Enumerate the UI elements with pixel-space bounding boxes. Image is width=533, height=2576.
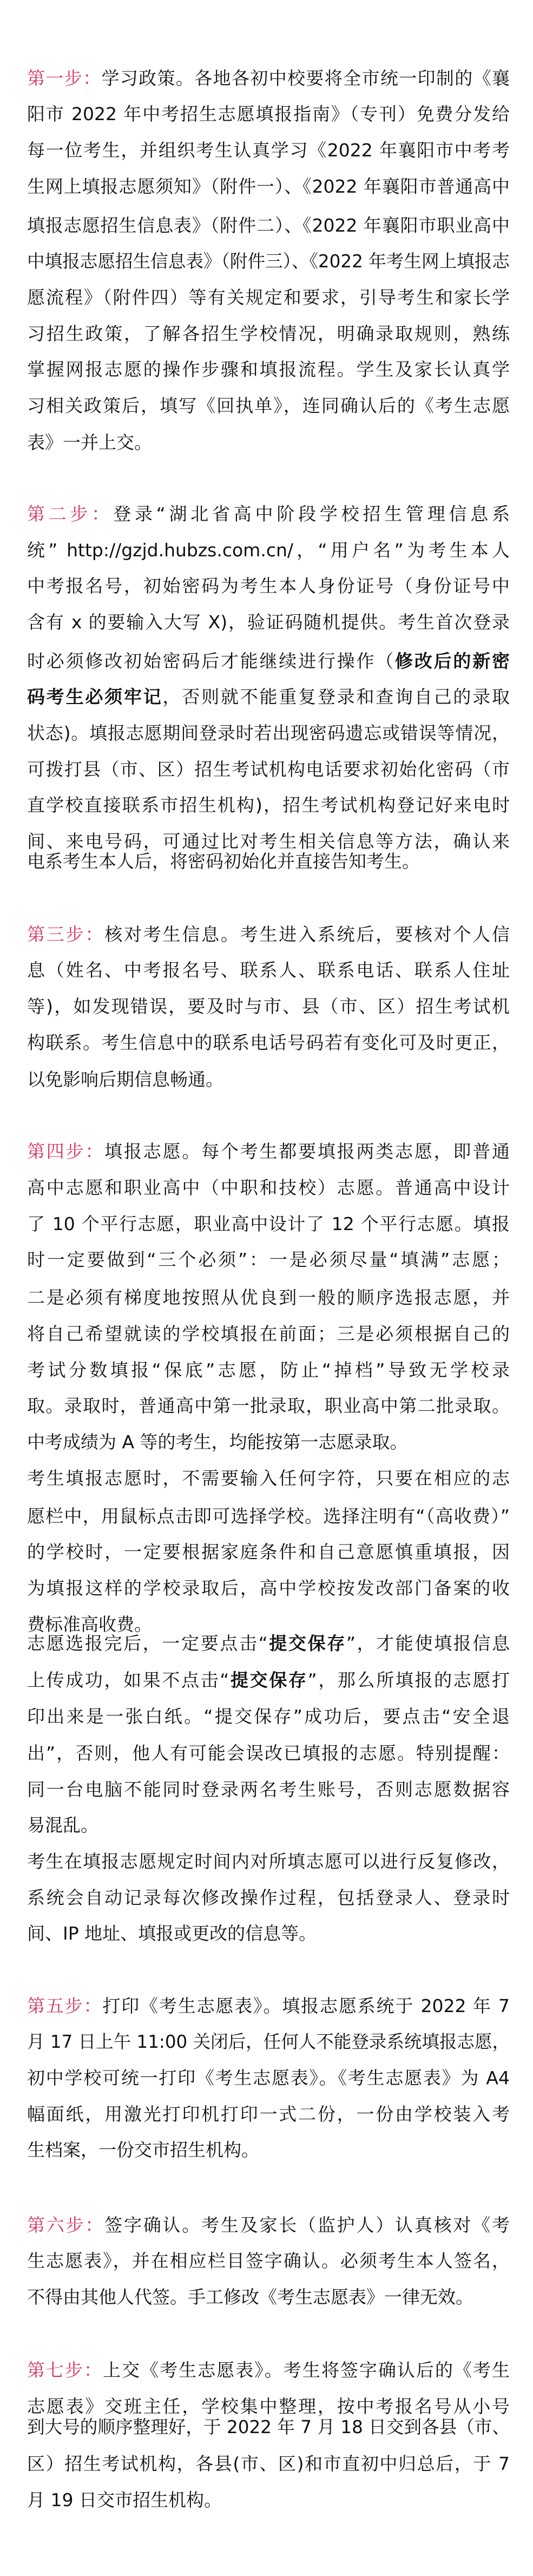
body-text: 不得由其他人代签。手工修改《考生志愿表》一律无效。 (27, 2286, 473, 2308)
body-text: 中考报名号，初始密码为考生本人身份证号（身份证号中 (27, 575, 510, 596)
body-text: 初中学校可统一打印《考生志愿表》。《考生志愿表》为 A4 (27, 2067, 510, 2088)
text-line (27, 1176, 510, 1200)
body-text: 登录“湖北省高中阶段学校招生管理信息系 (113, 503, 510, 524)
body-text: ”，那么所填报的志愿打 (307, 1670, 510, 1691)
body-text: 学习政策。各地各初中校要将全市统一印制的《襄 (101, 68, 510, 89)
body-text: 高中志愿和职业高中（中职和技校）志愿。普通高中设计 (27, 1177, 510, 1198)
body-text: 掌握网报志愿的操作步骤和填报流程。学生及家长认真学 (27, 359, 510, 380)
text-line (27, 850, 510, 873)
body-text: 出”，否则，他人有可能会误改已填报的志愿。特别提醒： (27, 1743, 510, 1764)
body-text: 的学校时，一定要根据家庭条件和自己意愿慎重填报，因 (27, 1541, 510, 1562)
text-line (27, 1994, 510, 2018)
body-text: 时一定要做到“三个必须”：一是必须尽量“填满”志愿； (27, 1249, 510, 1270)
body-text: 阳市 2022 年中考招生志愿填报指南》（专刊）免费分发给 (27, 103, 510, 124)
body-text: 愿流程》（附件四）等有关规定和要求，引导考生和家长学 (27, 287, 510, 308)
body-text: 直学校直接联系市招生机构)，招生考试机构登记好来电时 (27, 794, 510, 816)
text-line (27, 2213, 510, 2237)
text-line (27, 2066, 510, 2090)
text-line (27, 1358, 510, 1382)
body-text: 等)，如发现错误，要及时与市、县（市、区）招生考试机 (27, 996, 510, 1017)
body-text: 考生在填报志愿规定时间内对所填志愿可以进行反复修改， (27, 1851, 510, 1872)
text-line (27, 1140, 510, 1164)
step-label: 第二步： (27, 503, 114, 524)
body-text: 中填报志愿招生信息表》（附件三）、《2022 年考生网上填报志 (27, 251, 510, 272)
text-line (27, 431, 510, 455)
body-text: 生档案，一份交市招生机构。 (27, 2139, 259, 2160)
text-line (27, 1212, 510, 1236)
body-text: 时必须修改初始密码后才能继续进行操作（ (27, 650, 396, 672)
body-text: 表》一并上交。 (27, 432, 152, 453)
body-text: 月 19 日交市招生机构。 (27, 2489, 222, 2511)
text-line (27, 2452, 510, 2476)
text-line (27, 2138, 510, 2162)
emphasis-text: 码考生必须牢记 (27, 686, 163, 707)
text-line (27, 249, 510, 273)
body-text: 易混乱。 (27, 1815, 98, 1836)
step-label: 第六步： (27, 2214, 105, 2236)
text-line (27, 2030, 510, 2054)
text-line (27, 610, 510, 634)
body-text: 生志愿表》，并在相应栏目签字确认。必须考生本人签名， (27, 2250, 510, 2271)
text-line (27, 1850, 510, 1874)
step-label: 第三步： (27, 924, 105, 945)
text-line (27, 1394, 510, 1418)
text-line (27, 139, 510, 162)
text-line (27, 502, 510, 526)
text-line (27, 1813, 510, 1837)
text-line (27, 758, 510, 781)
body-text: 间、来电号码，可通过比对考生相关信息等方法，确认来 (27, 831, 510, 852)
text-line (27, 2285, 510, 2309)
body-text: 间、IP 地址、填报或更改的信息等。 (27, 1923, 317, 1944)
text-line (27, 793, 510, 817)
text-line (27, 1668, 510, 1692)
body-text: 打印《考生志愿表》。填报志愿系统于 2022 年 7 (102, 1995, 510, 2016)
body-text: 印出来是一张白纸。“提交保存”成功后，要点击“安全退 (27, 1706, 510, 1727)
text-line (27, 2358, 510, 2382)
text-line (27, 175, 510, 199)
text-line (27, 1632, 510, 1655)
body-text: 可拨打县（市、区）招生考试机构电话要求初始化密码（市 (27, 759, 510, 780)
body-text: 志愿表》交班主任，学校集中整理，按中考报名号从小号 (27, 2396, 510, 2417)
body-text: 习招生政策，了解各招生学校情况，明确录取规则，熟练 (27, 323, 510, 344)
body-text: ”，才能使填报信息 (346, 1633, 510, 1654)
body-text: 状态)。填报志愿期间登录时若出现密码遗忘或错误等情况， (27, 722, 510, 744)
text-line (27, 2249, 510, 2273)
text-line (27, 1322, 510, 1346)
text-line (27, 995, 510, 1018)
body-text: 考生填报志愿时，不需要输入任何字符，只要在相应的志 (27, 1468, 510, 1489)
text-line (27, 1504, 510, 1528)
text-line (27, 286, 510, 310)
text-line (27, 358, 510, 382)
text-line (27, 1540, 510, 1564)
body-text: 了 10 个平行志愿，职业高中设计了 12 个平行志愿。填报 (27, 1213, 510, 1234)
emphasis-text: 提交保存 (267, 1633, 346, 1654)
body-text: 含有 x 的要输入大写 X)，验证码随机提供。考生首次登录 (27, 612, 510, 633)
text-line (27, 1886, 510, 1910)
text-line (27, 649, 510, 673)
step-label: 第一步： (27, 68, 102, 89)
body-text: 志愿选报完后，一定要点击“ (27, 1633, 268, 1654)
body-text: 月 17 日上午 11:00 关闭后，任何人不能登录系统填报志愿， (27, 2031, 510, 2052)
body-text: 签字确认。考生及家长（监护人）认真核对《考 (104, 2214, 510, 2236)
body-text: 费标准高收费。 (27, 1614, 152, 1635)
text-line (27, 1467, 510, 1490)
text-line (27, 1922, 510, 1946)
text-line (27, 721, 510, 745)
text-line (27, 2102, 510, 2126)
text-line (27, 67, 510, 90)
body-text: 区）招生考试机构，各县(市、区)和市直初中归总后，于 7 (27, 2453, 510, 2474)
text-line (27, 394, 510, 418)
text-line (27, 574, 510, 598)
body-text: 取。录取时，普通高中第一批录取，职业高中第二批录取。 (27, 1395, 510, 1416)
text-line (27, 958, 510, 982)
text-line (27, 538, 510, 562)
body-text: 构联系。考生信息中的联系电话号码若有变化可及时更正， (27, 1032, 510, 1053)
step-label: 第五步： (27, 1995, 103, 2016)
emphasis-text: 提交保存 (229, 1670, 308, 1691)
emphasis-text: 修改后的新密 (395, 650, 510, 672)
body-text: 生网上填报志愿须知》（附件一）、《2022 年襄阳市普通高中 (27, 176, 510, 197)
body-text: 幅面纸，用激光打印机打印一式二份，一份由学校装入考 (27, 2104, 510, 2125)
text-line (27, 322, 510, 346)
text-line (27, 1778, 510, 1802)
body-text: 每一位考生，并组织考生认真学习《2022 年襄阳市中考考 (27, 140, 510, 161)
text-line (27, 1068, 510, 1092)
body-text: 填报志愿招生信息表》（附件二）、《2022 年襄阳市职业高中 (27, 215, 510, 236)
text-line (27, 1248, 510, 1272)
body-text: 电系考生本人后，将密码初始化并直接告知考生。 (27, 851, 420, 872)
text-line (27, 1031, 510, 1055)
body-text: 息（姓名、中考报名号、联系人、联系电话、联系人住址 (27, 960, 510, 981)
text-line (27, 1742, 510, 1765)
body-text: 二是必须有梯度地按照从优良到一般的顺序选报志愿，并 (27, 1287, 510, 1308)
body-text: 填报志愿。每个考生都要填报两类志愿，即普通 (104, 1141, 510, 1162)
body-text: 考试分数填报“保底”志愿，防止“掉档”导致无学校录 (27, 1359, 510, 1381)
body-text: 习相关政策后，填写《回执单》，连同确认后的《考生志愿 (27, 395, 510, 416)
step-label: 第四步： (27, 1141, 105, 1162)
body-text: 上交《考生志愿表》。考生将签字确认后的《考生 (103, 2360, 510, 2381)
body-text: 统” http://gzjd.hubzs.com.cn/，“用户名”为考生本人 (27, 540, 510, 561)
body-text: 以免影响后期信息畅通。 (27, 1069, 223, 1090)
body-text: 愿栏中，用鼠标点击即可选择学校。选择注明有“（高收费）” (27, 1506, 510, 1527)
text-line (27, 1705, 510, 1729)
text-line (27, 923, 510, 947)
body-text: 上传成功，如果不点击“ (27, 1670, 229, 1691)
body-text: 系统会自动记录每次修改操作过程，包括登录人、登录时 (27, 1887, 510, 1908)
body-text: 同一台电脑不能同时登录两名考生账号，否则志愿数据容 (27, 1779, 510, 1800)
step-label: 第七步： (27, 2360, 103, 2381)
body-text: 为填报这样的学校录取后，高中学校按发改部门备案的收 (27, 1578, 510, 1599)
body-text: ，否则就不能重复登录和查询自己的录取 (162, 686, 510, 707)
text-line (27, 2415, 510, 2439)
text-line (27, 214, 510, 238)
text-line (27, 1286, 510, 1310)
text-line (27, 2488, 510, 2512)
body-text: 核对考生信息。考生进入系统后，要核对个人信 (104, 924, 510, 945)
body-text: 将自己希望就读的学校填报在前面；三是必须根据自己的 (27, 1323, 510, 1344)
body-text: 中考成绩为 A 等的考生，均能按第一志愿录取。 (27, 1431, 408, 1453)
text-line (27, 102, 510, 126)
body-text: 到大号的顺序整理好，于 2022 年 7 月 18 日交到各县（市、 (27, 2416, 510, 2437)
text-line (27, 1576, 510, 1600)
text-line (27, 685, 510, 709)
text-line (27, 1430, 510, 1454)
